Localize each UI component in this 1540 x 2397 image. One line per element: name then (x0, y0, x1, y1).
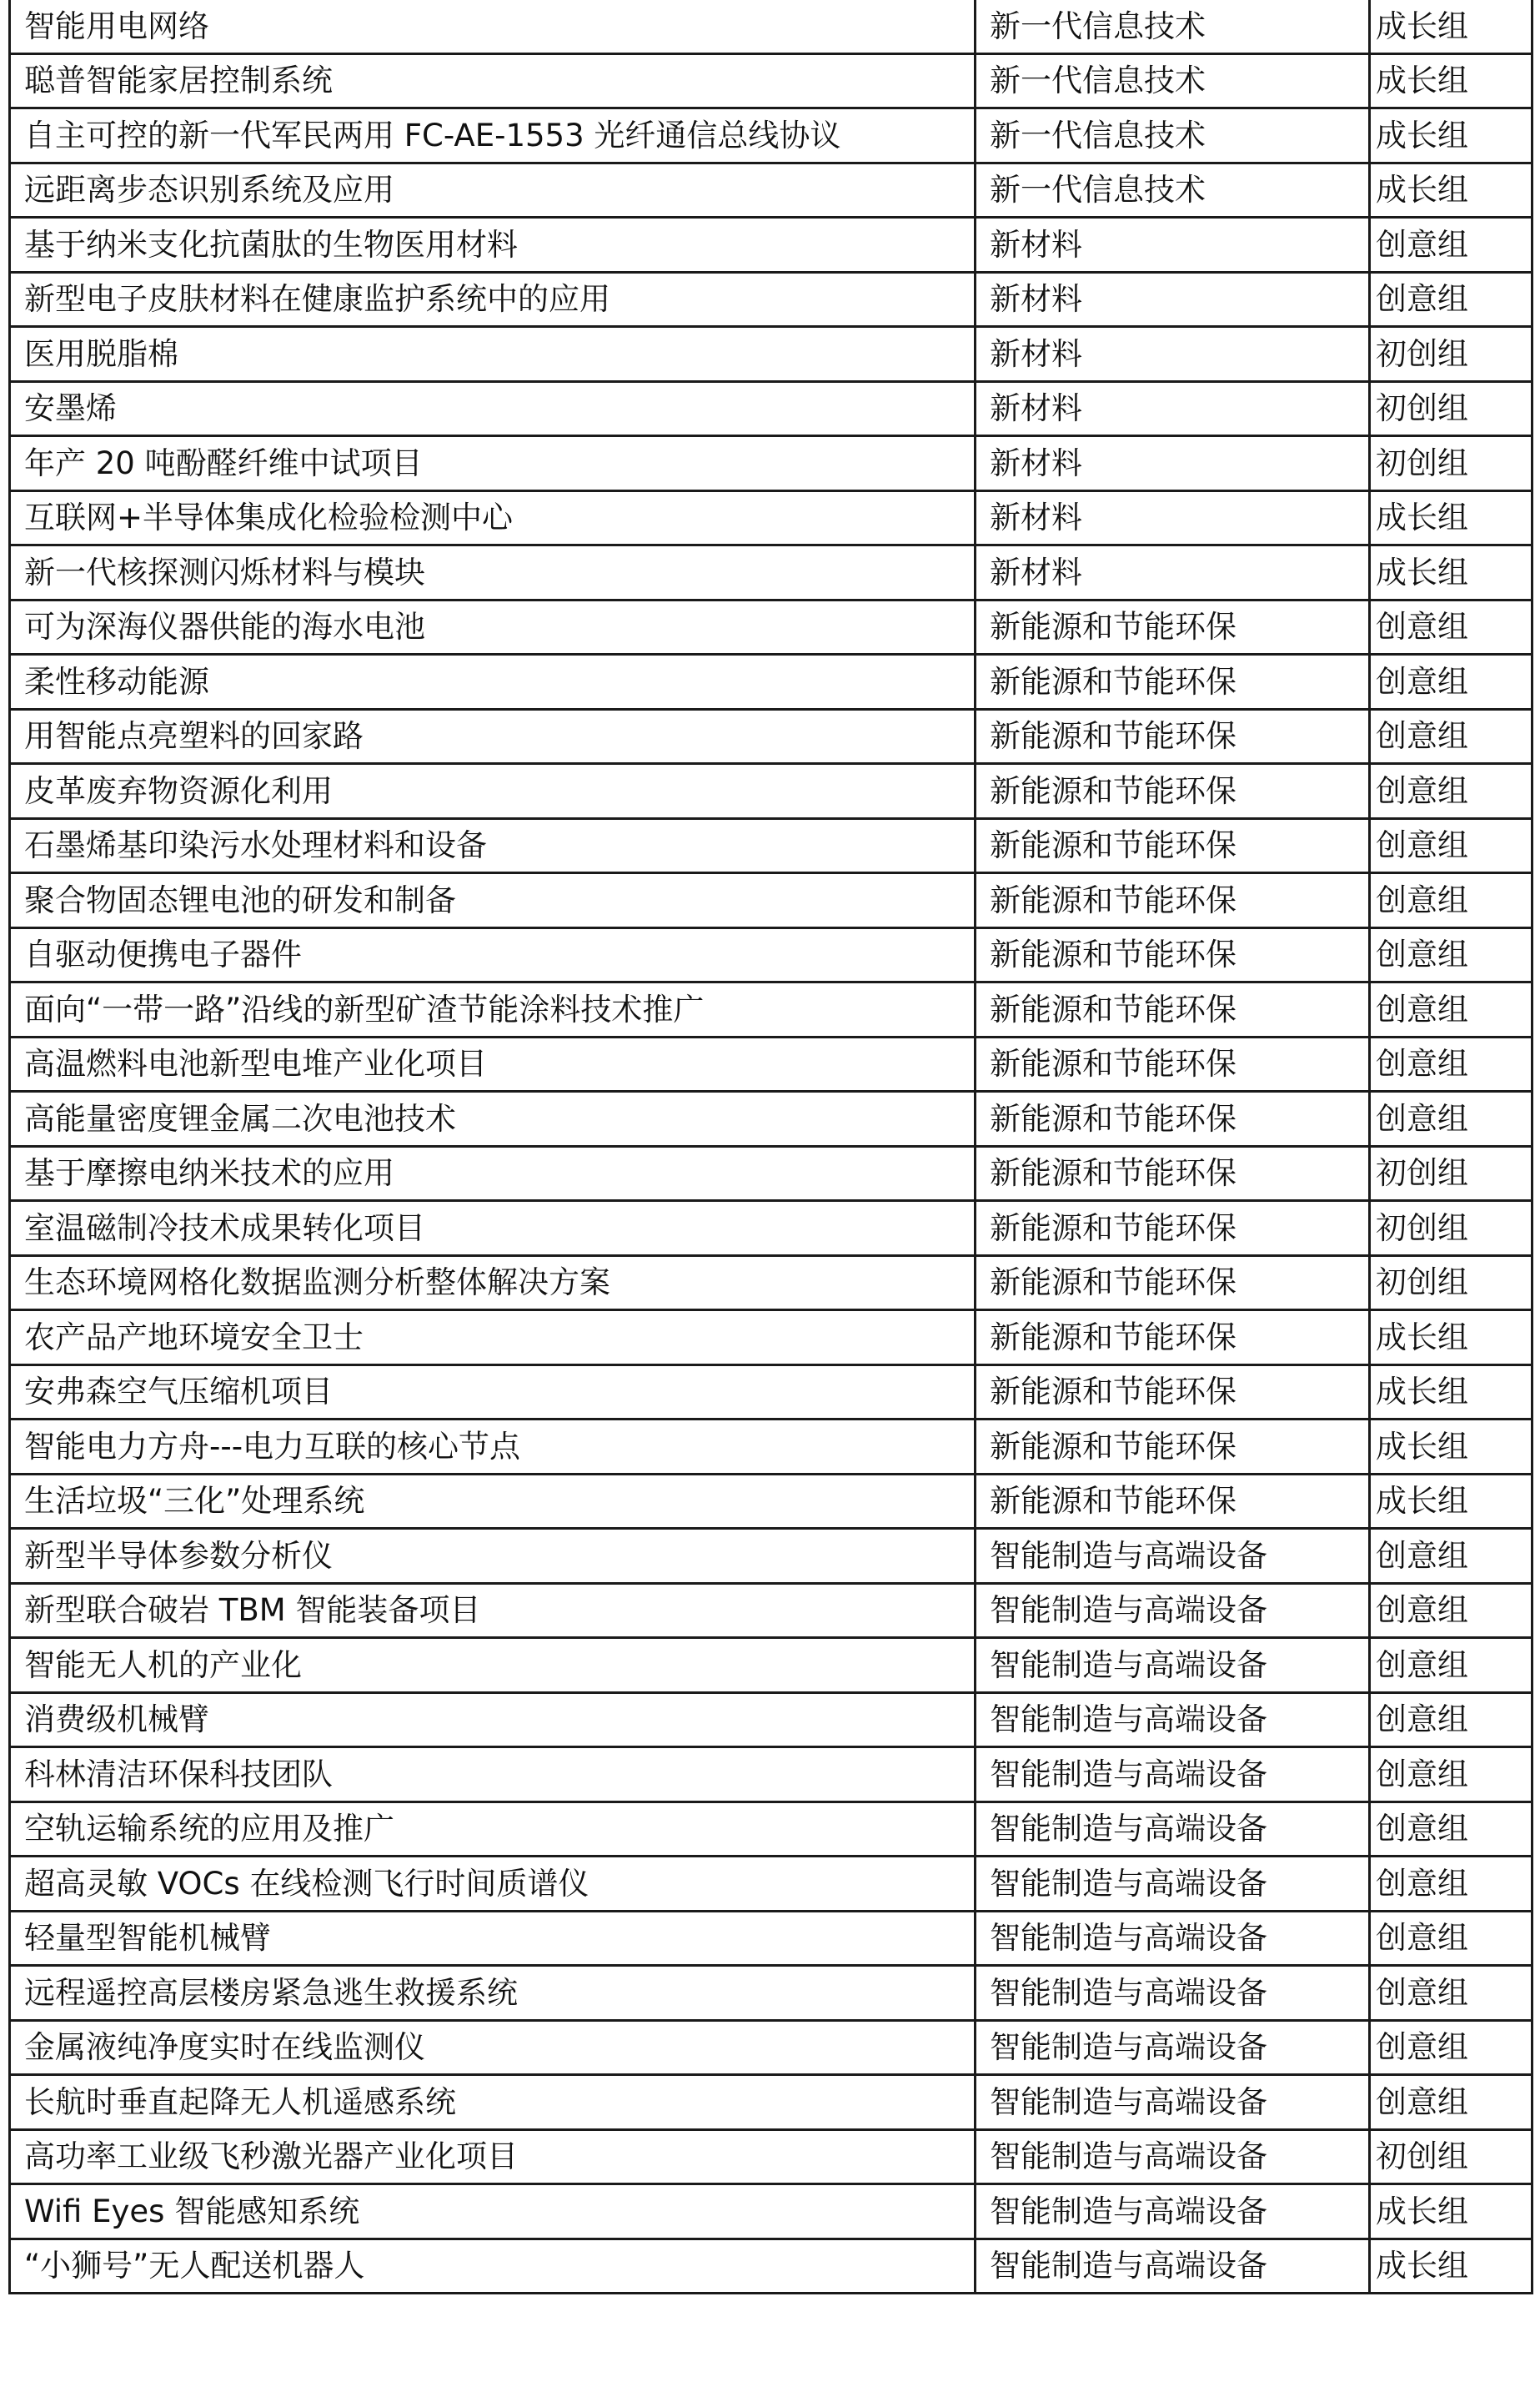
group-cell: 成长组 (1370, 2184, 1532, 2239)
group-cell: 初创组 (1370, 1255, 1532, 1310)
industry-field-cell: 新能源和节能环保 (976, 1255, 1370, 1310)
project-name-cell: 远距离步态识别系统及应用 (10, 163, 976, 218)
project-name-cell: 自驱动便携电子器件 (10, 927, 976, 982)
table-row (10, 927, 1532, 982)
table-row (10, 1092, 1532, 1147)
project-name-cell: 金属液纯净度实时在线监测仪 (10, 2020, 976, 2075)
table-row (10, 1037, 1532, 1092)
project-name-cell: 智能电力方舟---电力互联的核心节点 (10, 1420, 976, 1475)
group-cell: 创意组 (1370, 1092, 1532, 1147)
group-cell: 初创组 (1370, 1146, 1532, 1201)
table-row (10, 1201, 1532, 1256)
table-row (10, 1364, 1532, 1420)
table-row (10, 2239, 1532, 2294)
table-row (10, 709, 1532, 764)
industry-field-cell: 智能制造与高端设备 (976, 2239, 1370, 2294)
table-row (10, 1420, 1532, 1475)
industry-field-cell: 智能制造与高端设备 (976, 1638, 1370, 1693)
table-row (10, 2184, 1532, 2239)
group-cell: 成长组 (1370, 1310, 1532, 1365)
industry-field-cell: 新能源和节能环保 (976, 818, 1370, 873)
industry-field-cell: 智能制造与高端设备 (976, 1529, 1370, 1584)
group-cell: 成长组 (1370, 163, 1532, 218)
project-name-cell: 新一代核探测闪烁材料与模块 (10, 545, 976, 601)
industry-field-cell: 新能源和节能环保 (976, 655, 1370, 710)
table-row (10, 272, 1532, 327)
table-row (10, 108, 1532, 163)
project-name-cell: 室温磁制冷技术成果转化项目 (10, 1201, 976, 1256)
group-cell: 成长组 (1370, 490, 1532, 545)
group-cell: 创意组 (1370, 600, 1532, 655)
industry-field-cell: 新能源和节能环保 (976, 982, 1370, 1038)
industry-field-cell: 新材料 (976, 545, 1370, 601)
project-name-cell: 智能无人机的产业化 (10, 1638, 976, 1693)
table-row (10, 436, 1532, 491)
table-row (10, 0, 1532, 53)
project-name-cell: 空轨运输系统的应用及推广 (10, 1802, 976, 1857)
project-name-cell: 高能量密度锂金属二次电池技术 (10, 1092, 976, 1147)
group-cell: 成长组 (1370, 1364, 1532, 1420)
project-name-cell: 安弗森空气压缩机项目 (10, 1364, 976, 1420)
table-row (10, 1255, 1532, 1310)
table-row (10, 873, 1532, 928)
industry-field-cell: 新一代信息技术 (976, 53, 1370, 108)
industry-field-cell: 新一代信息技术 (976, 163, 1370, 218)
project-name-cell: 新型联合破岩 TBM 智能装备项目 (10, 1583, 976, 1638)
project-name-cell: 高温燃料电池新型电堆产业化项目 (10, 1037, 976, 1092)
table-row (10, 1747, 1532, 1802)
industry-field-cell: 新能源和节能环保 (976, 1310, 1370, 1365)
project-name-cell: 科林清洁环保科技团队 (10, 1747, 976, 1802)
project-name-cell: 面向“一带一路”沿线的新型矿渣节能涂料技术推广 (10, 982, 976, 1038)
project-table-body (10, 0, 1532, 2294)
group-cell: 创意组 (1370, 1911, 1532, 1966)
group-cell: 成长组 (1370, 53, 1532, 108)
group-cell: 创意组 (1370, 1529, 1532, 1584)
group-cell: 创意组 (1370, 2020, 1532, 2075)
group-cell: 创意组 (1370, 2075, 1532, 2130)
industry-field-cell: 智能制造与高端设备 (976, 1692, 1370, 1747)
table-row (10, 982, 1532, 1038)
group-cell: 创意组 (1370, 1747, 1532, 1802)
industry-field-cell: 新能源和节能环保 (976, 709, 1370, 764)
project-name-cell: 安墨烯 (10, 381, 976, 436)
table-row (10, 600, 1532, 655)
industry-field-cell: 新材料 (976, 272, 1370, 327)
group-cell: 创意组 (1370, 873, 1532, 928)
industry-field-cell: 新能源和节能环保 (976, 1364, 1370, 1420)
industry-field-cell: 新材料 (976, 327, 1370, 382)
project-name-cell: 聚合物固态锂电池的研发和制备 (10, 873, 976, 928)
project-name-cell: 超高灵敏 VOCs 在线检测飞行时间质谱仪 (10, 1857, 976, 1912)
group-cell: 成长组 (1370, 1420, 1532, 1475)
table-row (10, 2075, 1532, 2130)
project-name-cell: 可为深海仪器供能的海水电池 (10, 600, 976, 655)
project-name-cell: 高功率工业级飞秒激光器产业化项目 (10, 2129, 976, 2184)
industry-field-cell: 新能源和节能环保 (976, 927, 1370, 982)
group-cell: 成长组 (1370, 545, 1532, 601)
table-row (10, 1638, 1532, 1693)
group-cell: 成长组 (1370, 0, 1532, 53)
industry-field-cell: 新材料 (976, 436, 1370, 491)
table-row (10, 1529, 1532, 1584)
project-name-cell: 远程遥控高层楼房紧急逃生救援系统 (10, 1966, 976, 2021)
table-row (10, 1911, 1532, 1966)
industry-field-cell: 新能源和节能环保 (976, 1092, 1370, 1147)
table-row (10, 1583, 1532, 1638)
industry-field-cell: 新材料 (976, 381, 1370, 436)
project-name-cell: 新型电子皮肤材料在健康监护系统中的应用 (10, 272, 976, 327)
group-cell: 成长组 (1370, 108, 1532, 163)
table-row (10, 327, 1532, 382)
project-name-cell: 柔性移动能源 (10, 655, 976, 710)
project-name-cell: 基于纳米支化抗菌肽的生物医用材料 (10, 218, 976, 273)
industry-field-cell: 新一代信息技术 (976, 0, 1370, 53)
project-name-cell: 长航时垂直起降无人机遥感系统 (10, 2075, 976, 2130)
project-name-cell: 石墨烯基印染污水处理材料和设备 (10, 818, 976, 873)
group-cell: 创意组 (1370, 1966, 1532, 2021)
group-cell: 初创组 (1370, 327, 1532, 382)
table-row (10, 163, 1532, 218)
table-row (10, 1692, 1532, 1747)
project-name-cell: 皮革废弃物资源化利用 (10, 764, 976, 819)
industry-field-cell: 智能制造与高端设备 (976, 1583, 1370, 1638)
industry-field-cell: 新材料 (976, 490, 1370, 545)
industry-field-cell: 新材料 (976, 218, 1370, 273)
table-row (10, 218, 1532, 273)
project-name-cell: 智能用电网络 (10, 0, 976, 53)
group-cell: 创意组 (1370, 764, 1532, 819)
project-name-cell: 聪普智能家居控制系统 (10, 53, 976, 108)
industry-field-cell: 智能制造与高端设备 (976, 2020, 1370, 2075)
project-name-cell: 生活垃圾“三化”处理系统 (10, 1474, 976, 1529)
project-name-cell: 消费级机械臂 (10, 1692, 976, 1747)
project-name-cell: 用智能点亮塑料的回家路 (10, 709, 976, 764)
industry-field-cell: 新能源和节能环保 (976, 600, 1370, 655)
table-row (10, 2020, 1532, 2075)
industry-field-cell: 智能制造与高端设备 (976, 1966, 1370, 2021)
project-name-cell: 年产 20 吨酚醛纤维中试项目 (10, 436, 976, 491)
project-name-cell: 自主可控的新一代军民两用 FC-AE-1553 光纤通信总线协议 (10, 108, 976, 163)
project-name-cell: 互联网+半导体集成化检验检测中心 (10, 490, 976, 545)
project-name-cell: 医用脱脂棉 (10, 327, 976, 382)
table-row (10, 2129, 1532, 2184)
industry-field-cell: 智能制造与高端设备 (976, 2129, 1370, 2184)
industry-field-cell: 新能源和节能环保 (976, 1201, 1370, 1256)
industry-field-cell: 智能制造与高端设备 (976, 1747, 1370, 1802)
group-cell: 创意组 (1370, 1638, 1532, 1693)
industry-field-cell: 新能源和节能环保 (976, 764, 1370, 819)
group-cell: 创意组 (1370, 655, 1532, 710)
project-name-cell: 新型半导体参数分析仪 (10, 1529, 976, 1584)
table-row (10, 1966, 1532, 2021)
industry-field-cell: 新一代信息技术 (976, 108, 1370, 163)
project-name-cell: 生态环境网格化数据监测分析整体解决方案 (10, 1255, 976, 1310)
group-cell: 创意组 (1370, 1857, 1532, 1912)
group-cell: 创意组 (1370, 709, 1532, 764)
group-cell: 初创组 (1370, 381, 1532, 436)
table-row (10, 490, 1532, 545)
group-cell: 创意组 (1370, 1583, 1532, 1638)
project-name-cell: 基于摩擦电纳米技术的应用 (10, 1146, 976, 1201)
group-cell: 初创组 (1370, 436, 1532, 491)
table-row (10, 655, 1532, 710)
group-cell: 创意组 (1370, 272, 1532, 327)
industry-field-cell: 新能源和节能环保 (976, 873, 1370, 928)
industry-field-cell: 智能制造与高端设备 (976, 1802, 1370, 1857)
table-row (10, 381, 1532, 436)
table-row (10, 1146, 1532, 1201)
project-name-cell: “小狮号”无人配送机器人 (10, 2239, 976, 2294)
group-cell: 成长组 (1370, 2239, 1532, 2294)
project-name-cell: Wifi Eyes 智能感知系统 (10, 2184, 976, 2239)
group-cell: 初创组 (1370, 1201, 1532, 1256)
group-cell: 创意组 (1370, 927, 1532, 982)
project-name-cell: 轻量型智能机械臂 (10, 1911, 976, 1966)
industry-field-cell: 新能源和节能环保 (976, 1146, 1370, 1201)
table-row (10, 1310, 1532, 1365)
industry-field-cell: 智能制造与高端设备 (976, 1911, 1370, 1966)
industry-field-cell: 新能源和节能环保 (976, 1037, 1370, 1092)
group-cell: 创意组 (1370, 1802, 1532, 1857)
table-row (10, 53, 1532, 108)
group-cell: 创意组 (1370, 1037, 1532, 1092)
industry-field-cell: 智能制造与高端设备 (976, 2075, 1370, 2130)
table-row (10, 1802, 1532, 1857)
group-cell: 创意组 (1370, 1692, 1532, 1747)
industry-field-cell: 智能制造与高端设备 (976, 1857, 1370, 1912)
group-cell: 创意组 (1370, 982, 1532, 1038)
table-row (10, 818, 1532, 873)
industry-field-cell: 智能制造与高端设备 (976, 2184, 1370, 2239)
table-row (10, 764, 1532, 819)
table-row (10, 545, 1532, 601)
group-cell: 创意组 (1370, 218, 1532, 273)
group-cell: 创意组 (1370, 818, 1532, 873)
table-row (10, 1474, 1532, 1529)
industry-field-cell: 新能源和节能环保 (976, 1474, 1370, 1529)
industry-field-cell: 新能源和节能环保 (976, 1420, 1370, 1475)
table-row (10, 1857, 1532, 1912)
project-name-cell: 农产品产地环境安全卫士 (10, 1310, 976, 1365)
project-table (8, 0, 1533, 2294)
group-cell: 成长组 (1370, 1474, 1532, 1529)
group-cell: 初创组 (1370, 2129, 1532, 2184)
